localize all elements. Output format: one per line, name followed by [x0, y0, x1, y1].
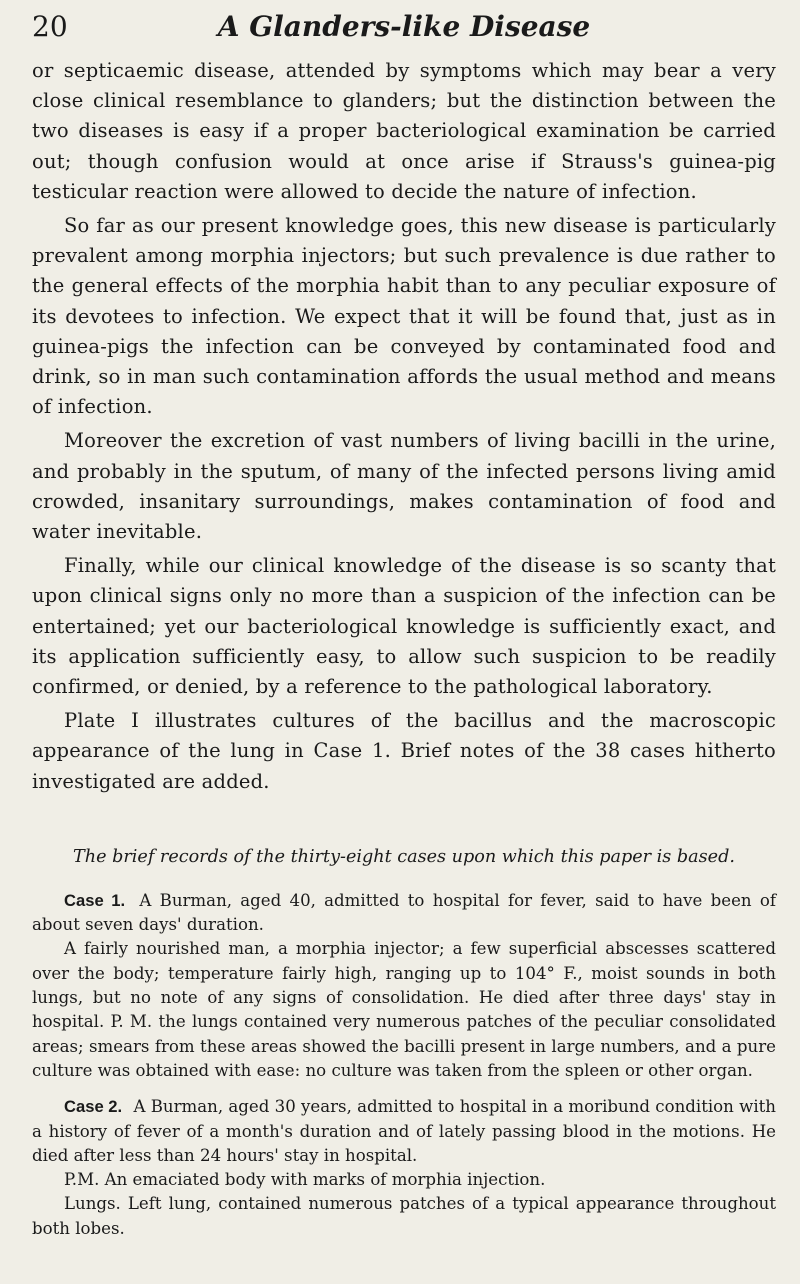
paragraph: Moreover the excretion of vast numbers of living bacilli in the urine, and probably in the sputum, of many of the infected persons living amid crowded, insanitary surroundings, makes contamination of food and water inevitable. [32, 429, 776, 544]
case-note: P.M. An emaciated body with marks of morphia injection. [64, 1170, 546, 1190]
paragraph: Plate I illustrates cultures of the bacillus and the macroscopic appearance of the lung in Case 1. Brief notes of the 38 cases hitherto investigated are added. [32, 709, 776, 793]
case-record [32, 889, 776, 938]
paragraph: or septicaemic disease, attended by symptoms which may bear a very close clinical resemblance to glanders; but the distinction between the two diseases is easy if a proper bacteriological examination be carried out; though confusion would at once arise if Strauss's guinea-pig testicular reaction were allowed to decide the nature of infection. [32, 59, 776, 203]
case-records [32, 889, 776, 1241]
page-number: 20 [32, 10, 68, 43]
case-label: Case 1. [64, 890, 126, 910]
body-text [32, 56, 776, 797]
case-note: Lungs. Left lung, contained numerous patches of a typical appearance throughout both lobes. [32, 1194, 776, 1238]
case-note: A fairly nourished man, a morphia injector; a few superficial abscesses scattered over the body; temperature fairly high, ranging up to 104° F., moist sounds in both lungs, but no note of any signs of consolidation. He died after three days' stay in hospital. P. M. the lungs contained very numerous patches of the peculiar consolidated areas; smears from these areas showed the bacilli present in large numbers, and a pure culture was obtained with ease: no culture was taken from the spleen or other organ. [32, 939, 776, 1080]
running-title: A Glanders-like Disease [217, 10, 591, 43]
case-label: Case 2. [64, 1097, 123, 1117]
case-intro: A Burman, aged 40, admitted to hospital for fever, said to have been of about seven days' duration. [32, 890, 776, 935]
section-heading: The brief records of the thirty-eight cases upon which this paper is based. [73, 846, 735, 867]
paragraph: So far as our present knowledge goes, this new disease is particularly prevalent among morphia injectors; but such prevalence is due rather to the general effects of the morphia habit than to any peculiar exposure of its devotees to infection. We expect that it will be found that, just as in guinea-pigs the infection can be conveyed by contaminated food and drink, so in man such contamination affords the usual method and means of infection. [32, 214, 776, 419]
case-record [32, 1095, 776, 1168]
case-intro: A Burman, aged 30 years, admitted to hospital in a moribund condition with a history of fever of a month's duration and of lately passing blood in the motions. He died after less than 24 hours' stay in hospital. [32, 1097, 776, 1165]
page-header [32, 0, 776, 56]
paragraph: Finally, while our clinical knowledge of the disease is so scanty that upon clinical signs only no more than a suspicion of the infection can be entertained; yet our bacteriological knowledge is sufficiently exact, and its application sufficiently easy, to allow such suspicion to be readily confirmed, or denied, by a reference to the pathological laboratory. [32, 554, 776, 699]
